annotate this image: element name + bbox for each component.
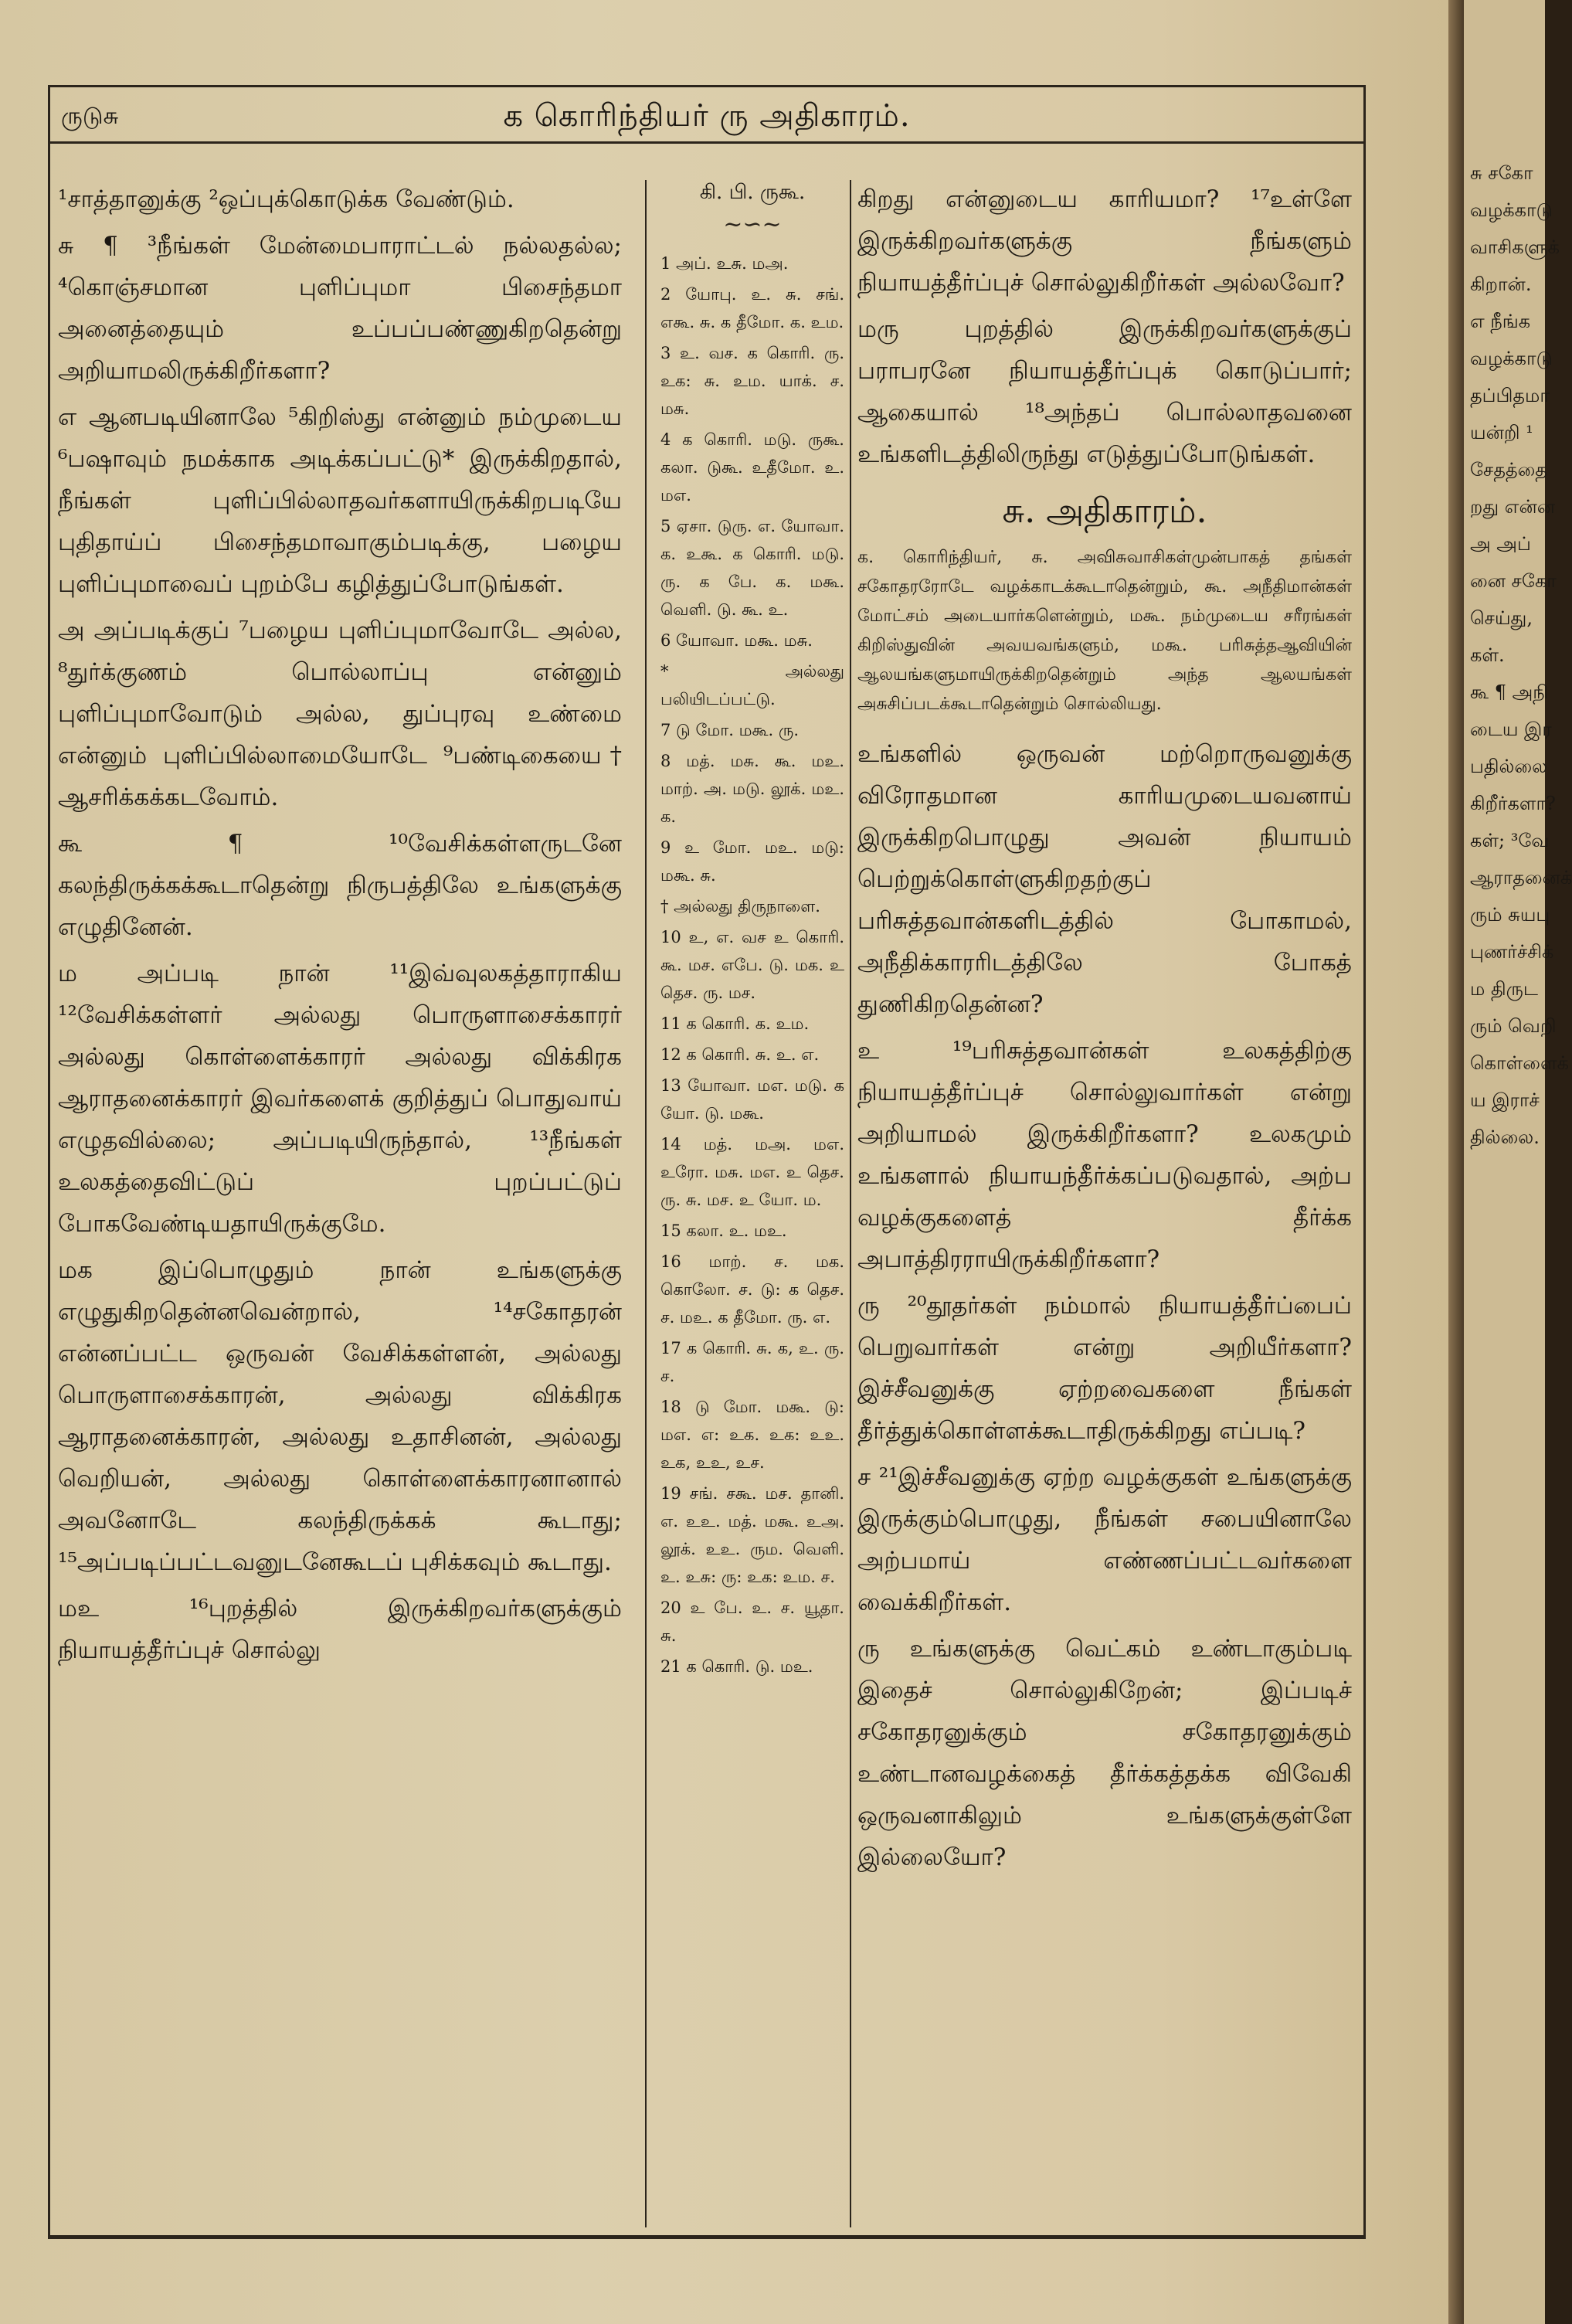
facing-page-line: தப்பிதமா: [1470, 385, 1550, 406]
facing-page-line: ரும் வெறி: [1470, 1015, 1557, 1037]
facing-page-line: ம திருட: [1470, 978, 1538, 1000]
cross-reference: 21 க கொரி. டு. மஉ.: [660, 1657, 813, 1676]
verse-paragraph: மரு புறத்தில் இருக்கிறவர்களுக்குப் பராபரனே நியாயத்தீர்ப்புக் கொடுப்பார்; ஆகையால் ¹⁸அந்தப் பொல்லாதவனை உங்களிடத்திலிருந்து எடுத்துப்போடுங்கள்.: [857, 315, 1352, 468]
cross-reference: 13 யோவா. மஎ. மடு. க யோ. டு. மகூ.: [660, 1076, 844, 1123]
facing-page-line: கொள்ளைக்: [1470, 1052, 1569, 1074]
column-divider-left: [645, 180, 647, 2227]
verse-paragraph: ரு உங்களுக்கு வெட்கம் உண்டாகும்படி இதைச் சொல்லுகிறேன்; இப்படிச் சகோதரனுக்கும் சகோதரனுக்கும் உண்டானவழக்கைத் தீர்க்கத்தக்க விவேகி ஒருவனாகிலும் உங்களுக்குள்ளே இல்லையோ?: [857, 1635, 1352, 1871]
cross-reference: 20 உ பே. உ. ச. யூதா. சு.: [660, 1599, 844, 1645]
facing-page-line: வழக்காடு: [1470, 199, 1553, 221]
cross-reference: * அல்லது பலியிடப்பட்டு.: [660, 662, 844, 708]
cross-reference: 16 மாற். ச. மக. கொலோ. ச. டு: க தெச. ச. மஉ. க தீமோ. ரு. எ.: [660, 1252, 844, 1327]
facing-page-edge: [1464, 0, 1572, 2324]
verse-paragraph: கிறது என்னுடைய காரியமா? ¹⁷உள்ளே இருக்கிறவர்களுக்கு நீங்களும் நியாயத்தீர்ப்புச் சொல்லுகிறீர்கள் அல்லவோ?: [857, 185, 1352, 297]
verse-paragraph: கூ ¶ ¹⁰வேசிக்கள்ளருடனே கலந்திருக்கக்கூடாதென்று நிருபத்திலே உங்களுக்கு எழுதினேன்.: [58, 830, 622, 941]
left-text-column: [58, 178, 622, 1676]
facing-page-line: யன்றி ¹: [1470, 422, 1533, 443]
cross-reference: 2 யோபு. உ. சு. சங். எகூ. சு. க தீமோ. க. உம.: [660, 285, 844, 331]
facing-page-line: வழக்காடு: [1470, 348, 1553, 369]
cross-reference: 19 சங். சகூ. மச. தானி. எ. உஉ. மத். மகூ. உஅ. லூக். உஉ. ரும. வெளி. உ. உசு: ரு: உக: உம. ச.: [660, 1484, 844, 1586]
verse-paragraph: ரு ²⁰தூதர்கள் நம்மால் நியாயத்தீர்ப்பைப் பெறுவார்கள் என்று அறியீர்களா? இச்சீவனுக்கு ஏற்றவைகளை நீங்கள் தீர்த்துக்கொள்ளக்கூடாதிருக்கிறது எப்படி?: [857, 1292, 1352, 1445]
verse-paragraph: மஉ ¹⁶புறத்தில் இருக்கிறவர்களுக்கும் நியாயத்தீர்ப்புச் சொல்லு: [58, 1595, 622, 1664]
facing-page-line: வாசிகளுக்: [1470, 236, 1560, 258]
cross-reference: 8 மத். மசு. கூ. மஉ. மாற். அ. மடு. லூக். மஉ. க.: [660, 752, 844, 826]
facing-page-line: கிறான்.: [1470, 274, 1532, 295]
chapter-verses: [857, 733, 1352, 1878]
chapter-heading: சு. அதிகாரம்.: [1002, 491, 1207, 531]
cross-reference: 7 டு மோ. மகூ. ரு.: [660, 721, 800, 739]
refs-list: [660, 250, 844, 1680]
cross-references-column: [660, 178, 844, 1684]
verse-paragraph: சு ¶ ³நீங்கள் மேன்மைபாராட்டல் நல்லதல்ல; ⁴கொஞ்சமான புளிப்புமா பிசைந்தமா அனைத்தையும் உப்பப்பண்ணுகிறதென்று அறியாமலிருக்கிறீர்களா?: [58, 232, 622, 385]
facing-page-line: ஆராதனைக்: [1470, 867, 1572, 888]
verse-paragraph: உங்களில் ஒருவன் மற்றொருவனுக்கு விரோதமான காரியமுடையவனாய் இருக்கிறபொழுது அவன் நியாயம் பெற்றுக்கொள்ளுகிறதற்குப் பரிசுத்தவான்களிடத்தில் போகாமல், அநீதிக்காரரிடத்திலே போகத் துணிகிறதென்ன?: [857, 740, 1352, 1018]
running-title: க கொரிந்தியர் ரு அதிகாரம்.: [503, 98, 911, 134]
verse-paragraph: அ அப்படிக்குப் ⁷பழைய புளிப்புமாவோடே அல்ல, ⁸துர்க்குணம் பொல்லாப்பு என்னும் புளிப்புமாவோடும் அல்ல, துப்புரவு உண்மை என்னும் புளிப்பில்லாமையோடே ⁹பண்டிகையை† ஆசரிக்கக்கடவோம்.: [58, 617, 622, 811]
cross-reference: † அல்லது திருநாளை.: [660, 897, 820, 916]
verse-paragraph: மக இப்பொழுதும் நான் உங்களுக்கு எழுதுகிறதென்னவென்றால், ¹⁴சகோதரன் என்னப்பட்ட ஒருவன் வேசிக்கள்ளன், அல்லது பொருளாசைக்காரன், அல்லது விக்கிரக ஆராதனைக்காரன், அல்லது உதாசினன், அல்லது வெறியன், அல்லது கொள்ளைக்காரனானால் அவனோடே கலந்திருக்கக் கூடாது; ¹⁵அப்படிப்பட்டவனுடனேகூடப் புசிக்கவும் கூடாது.: [58, 1256, 622, 1576]
facing-page-text: [1464, 0, 1572, 1156]
cross-reference: 14 மத். மஅ. மஎ. உரோ. மசு. மஎ. உ தெச. ரு. சு. மச. உ யோ. ம.: [660, 1135, 844, 1209]
facing-page-line: புணர்ச்சிக்: [1470, 941, 1554, 963]
cross-reference: 6 யோவா. மகூ. மசு.: [660, 631, 813, 650]
cross-reference: 18 டு மோ. மகூ. டு: மஎ. எ: உக. உக: உஉ. உக, உஉ, உச.: [660, 1398, 844, 1472]
facing-page-line: சு சகோ: [1470, 162, 1533, 184]
facing-page-line: எ நீங்க: [1470, 311, 1531, 332]
facing-page-line: கிறீர்களா?: [1470, 793, 1556, 814]
refs-title: கி. பி. ருகூ.: [699, 181, 806, 204]
cross-reference: 10 உ, எ. வச உ கொரி. கூ. மச. எபே. டு. மக. உ தெச. ரு. மச.: [660, 928, 844, 1002]
facing-page-line: ரும் சுயபு: [1470, 904, 1550, 926]
facing-page-line: ய இராச்: [1470, 1089, 1540, 1111]
cross-reference: 5 ஏசா. டுரு. எ. யோவா. க. உகூ. க கொரி. மடு. ரு. க பே. க. மகூ. வெளி. டு. கூ. உ.: [660, 517, 844, 619]
footer-rule: [48, 2237, 1366, 2239]
cross-reference: 12 க கொரி. சு. உ. எ.: [660, 1045, 820, 1064]
verse-paragraph: உ ¹⁹பரிசுத்தவான்கள் உலகத்திற்கு நியாயத்தீர்ப்புச் சொல்லுவார்கள் என்று அறியாமல் இருக்கிறீர்களா? உலகமும் உங்களால் நியாயந்தீர்க்கப்படுவதால், அற்ப வழக்குகளைத் தீர்க்க அபாத்திரராயிருக்கிறீர்களா?: [857, 1037, 1352, 1273]
chapter-summary: க. கொரிந்தியர், சு. அவிசுவாசிகள்முன்பாகத் தங்கள் சகோதரரோடே வழக்காடக்கூடாதென்றும், கூ. அநீதிமான்கள் மோட்சம் அடையார்களென்றும், மகூ. நம்முடைய சரீரங்கள் கிறிஸ்துவின் அவயவங்களும், மகூ. பரிசுத்தஆவியின் ஆலயங்களுமாயிருக்கிறதென்றும் அந்த ஆலயங்கள் அசுசிப்படக்கூடாதென்றும் சொல்லியது.: [857, 548, 1352, 714]
verse-paragraph: ம அப்படி நான் ¹¹இவ்வுலகத்தாராகிய ¹²வேசிக்கள்ளர் அல்லது பொருளாசைக்காரர் அல்லது கொள்ளைக்காரர் அல்லது விக்கிரக ஆராதனைக்காரர் இவர்களைக் குறித்துப் பொதுவாய் எழுதவில்லை; அப்படியிருந்தால், ¹³நீங்கள் உலகத்தைவிட்டுப் புறப்பட்டுப் போகவேண்டியதாயிருக்குமே.: [58, 960, 622, 1238]
column-divider-right: [850, 180, 851, 2227]
facing-page-line: பதில்லை: [1470, 756, 1548, 777]
facing-page-line: றது என்ன: [1470, 496, 1556, 518]
facing-page-line: கள்.: [1470, 644, 1505, 666]
text-frame: [48, 85, 1366, 2237]
facing-page-line: தில்லை.: [1470, 1126, 1540, 1148]
facing-page-line: னை சகோ: [1470, 570, 1557, 592]
cross-reference: 1 அப். உசு. மஅ.: [660, 254, 789, 273]
cross-reference: 3 உ. வச. க கொரி. ரு. உக: சு. உம. யாக். ச. மசு.: [660, 344, 844, 418]
book-gutter: [1448, 0, 1464, 2324]
facing-page-line: டைய இர: [1470, 719, 1552, 740]
cross-reference: 11 க கொரி. க. உம.: [660, 1014, 810, 1033]
facing-page-line: செய்து,: [1470, 607, 1533, 629]
cross-reference: 4 க கொரி. மடு. ருகூ. கலா. டுகூ. உதீமோ. உ. மஎ.: [660, 430, 844, 505]
facing-page-line: கூ ¶ அநி: [1470, 681, 1549, 703]
cross-reference: 17 க கொரி. சு. க, உ. ரு. ச.: [660, 1339, 844, 1385]
facing-page-line: சேதத்தை: [1470, 459, 1547, 481]
cross-reference: 9 உ மோ. மஉ. மடு: மகூ. சு.: [660, 838, 844, 885]
ornament: ~∽~: [723, 211, 782, 238]
right-verses-top: [857, 178, 1352, 475]
header-rule: [50, 141, 1363, 144]
verse-paragraph: எ ஆனபடியினாலே ⁵கிறிஸ்து என்னும் நம்முடைய ⁶பஷாவும் நமக்காக அடிக்கப்பட்டு* இருக்கிறதால், நீங்கள் புளிப்பில்லாதவர்களாயிருக்கிறபடியே புதிதாய்ப் பிசைந்தமாவாகும்படிக்கு, பழைய புளிப்புமாவைப் புறம்பே கழித்துப்போடுங்கள்.: [58, 403, 622, 598]
verse-paragraph: ¹சாத்தானுக்கு ²ஒப்புக்கொடுக்க வேண்டும்.: [58, 185, 514, 213]
verse-paragraph: ச ²¹இச்சீவனுக்கு ஏற்ற வழக்குகள் உங்களுக்கு இருக்கும்பொழுது, நீங்கள் சபையினாலே அற்பமாய் எண்ணப்பட்டவர்களை வைக்கிறீர்கள்.: [857, 1463, 1352, 1616]
right-text-column: [857, 178, 1352, 1883]
page-number: ருடுசு: [61, 103, 119, 130]
facing-page-line: அ அப்: [1470, 533, 1531, 555]
cross-reference: 15 கலா. உ. மஉ.: [660, 1221, 787, 1240]
facing-page-line: கள்; ³வே: [1470, 830, 1550, 851]
